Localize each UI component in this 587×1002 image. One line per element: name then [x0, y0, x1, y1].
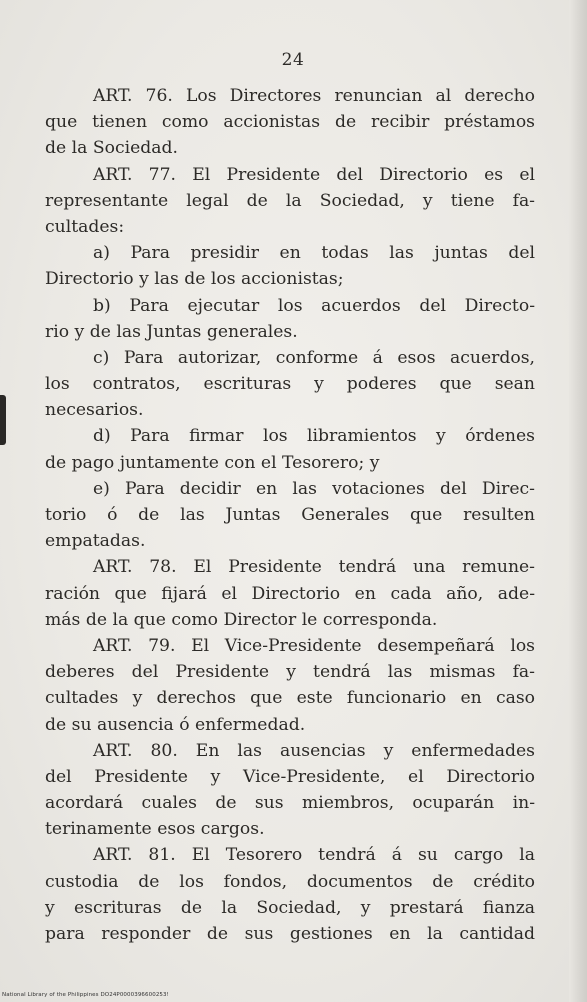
- text-line: ART. 77. El Presidente del Directorio es el: [93, 164, 535, 185]
- page-gutter: [569, 0, 587, 1002]
- text-line: empatadas.: [45, 531, 146, 552]
- text-line: deberes del Presidente y tendrá las mismas fa-: [45, 662, 535, 683]
- text-line: necesarios.: [45, 400, 144, 421]
- text-line: ART. 78. El Presidente tendrá una remune-: [93, 557, 535, 578]
- text-line: ART. 76. Los Directores renuncian al derecho: [93, 86, 535, 106]
- text-line: terinamente esos cargos.: [45, 819, 265, 840]
- library-footer: National Library of the Philippines DO24P0000396600253!: [2, 992, 169, 998]
- text-line: d) Para firmar los libramientos y órdenes: [93, 426, 535, 447]
- page-edge-shadow: [0, 395, 6, 445]
- text-line: custodia de los fondos, documentos de crédito: [45, 871, 535, 892]
- text-line: ART. 81. El Tesorero tendrá á su cargo la: [93, 845, 535, 866]
- text-line: que tienen como accionistas de recibir préstamos: [45, 112, 535, 133]
- text-line: acordará cuales de sus miembros, ocuparán in-: [45, 793, 535, 814]
- text-line: rio y de las Juntas generales.: [45, 321, 298, 342]
- text-line: ración que fijará el Directorio en cada año, ade-: [45, 583, 535, 604]
- text-line: e) Para decidir en las votaciones del Direc-: [93, 478, 535, 499]
- text-line: para responder de sus gestiones en la cantidad: [45, 924, 535, 944]
- text-line: b) Para ejecutar los acuerdos del Directo-: [93, 295, 535, 316]
- text-line: los contratos, escrituras y poderes que sean: [45, 374, 535, 395]
- text-line: ART. 79. El Vice-Presidente desempeñará los: [93, 635, 535, 656]
- text-line: cultades y derechos que este funcionario en caso: [45, 688, 535, 709]
- text-line: y escrituras de la Sociedad, y prestará fianza: [45, 897, 535, 918]
- text-line: Directorio y las de los accionistas;: [45, 269, 344, 290]
- text-line: torio ó de las Juntas Generales que resulten: [45, 505, 535, 525]
- text-line: ART. 80. En las ausencias y enfermedades: [93, 740, 535, 761]
- text-line: c) Para autorizar, conforme á esos acuerdos,: [93, 347, 535, 368]
- page-number: 24: [281, 50, 305, 70]
- text-line: de pago juntamente con el Tesorero; y: [45, 452, 380, 473]
- text-line: más de la que como Director le corresponda.: [45, 609, 438, 630]
- text-line: del Presidente y Vice-Presidente, el Directorio: [45, 766, 535, 787]
- text-line: cultades:: [45, 216, 125, 237]
- body-text: [45, 83, 535, 947]
- text-line: de su ausencia ó enfermedad.: [45, 714, 306, 735]
- text-line: representante legal de la Sociedad, y tiene fa-: [45, 190, 535, 211]
- text-line: a) Para presidir en todas las juntas del: [93, 243, 535, 264]
- text-line: de la Sociedad.: [45, 138, 178, 159]
